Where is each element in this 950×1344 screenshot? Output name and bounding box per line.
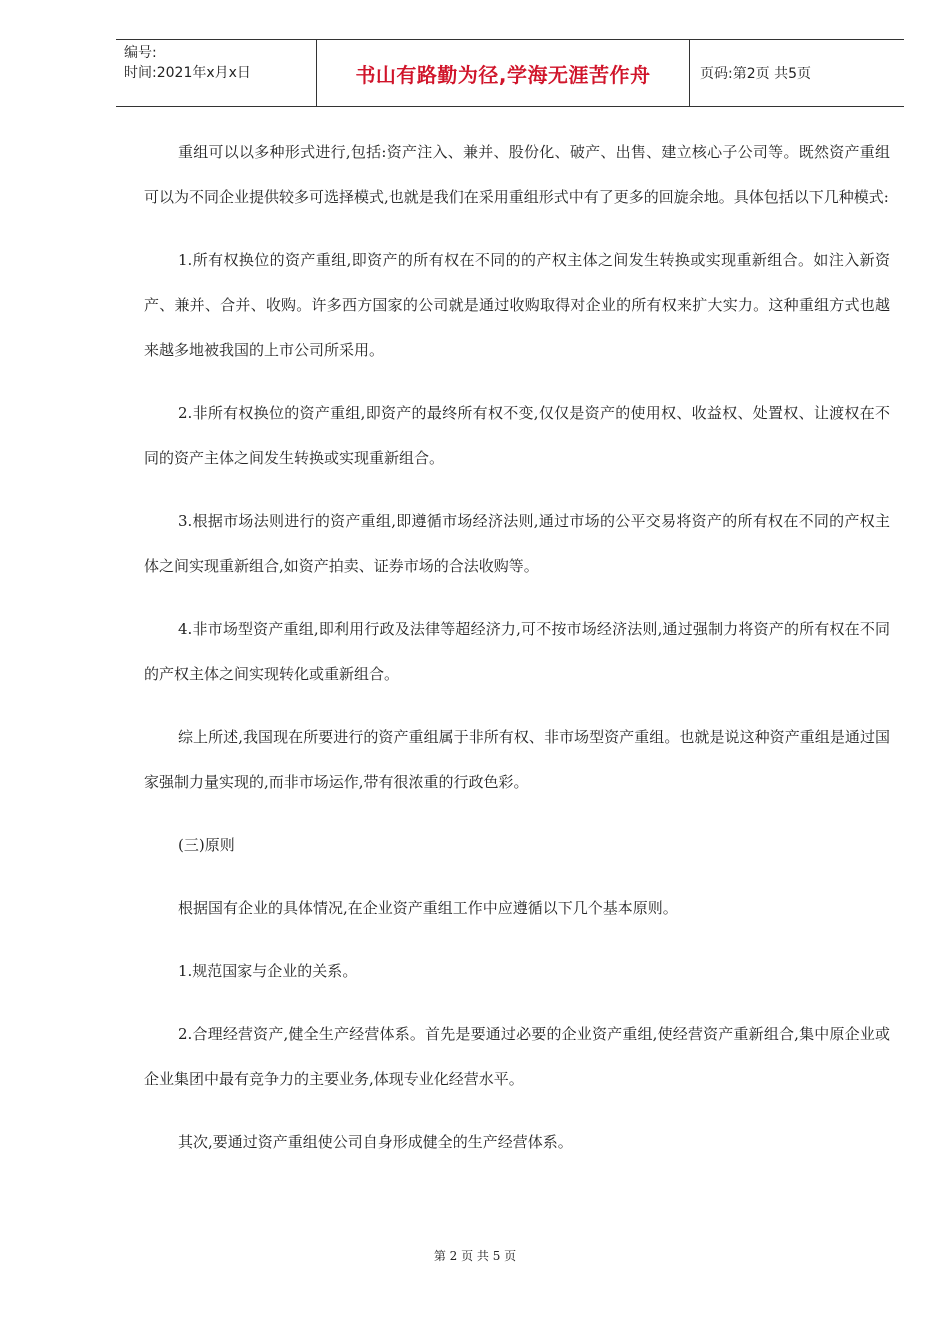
paragraph: 3.根据市场法则进行的资产重组,即遵循市场经济法则,通过市场的公平交易将资产的所有权在不同的产权主体之间实现重新组合,如资产拍卖、证券市场的合法收购等。 — [144, 512, 890, 575]
paragraph: 重组可以以多种形式进行,包括:资产注入、兼并、股份化、破产、出售、建立核心子公司等。既然资产重组可以为不同企业提供较多可选择模式,也就是我们在采用重组形式中有了更多的回旋余地。具体包括以下几种模式: — [144, 143, 890, 206]
paragraph: 1.所有权换位的资产重组,即资产的所有权在不同的的产权主体之间发生转换或实现重新组合。如注入新资产、兼并、合并、收购。许多西方国家的公司就是通过收购取得对企业的所有权来扩大实力。这种重组方式也越来越多地被我国的上市公司所采用。 — [144, 251, 890, 359]
page-footer: 第 2 页 共 5 页 — [433, 1249, 517, 1263]
page-header — [116, 39, 904, 107]
section-heading: (三)原则 — [178, 836, 235, 854]
document-body — [144, 130, 890, 1183]
paragraph: 4.非市场型资产重组,即利用行政及法律等超经济力,可不按市场经济法则,通过强制力将资产的所有权在不同的产权主体之间实现转化或重新组合。 — [144, 620, 890, 683]
paragraph: 2.合理经营资产,健全生产经营体系。首先是要通过必要的企业资产重组,使经营资产重新组合,集中原企业或企业集团中最有竞争力的主要业务,体现专业化经营水平。 — [144, 1025, 890, 1088]
header-meta — [116, 40, 316, 106]
date-label: 时间:2021年x月x日 — [124, 65, 251, 81]
paragraph: 根据国有企业的具体情况,在企业资产重组工作中应遵循以下几个基本原则。 — [178, 899, 678, 917]
serial-number-label: 编号: — [124, 45, 157, 61]
paragraph: 1.规范国家与企业的关系。 — [178, 962, 358, 980]
paragraph: 综上所述,我国现在所要进行的资产重组属于非所有权、非市场型资产重组。也就是说这种资产重组是通过国家强制力量实现的,而非市场运作,带有很浓重的行政色彩。 — [144, 728, 890, 791]
paragraph: 其次,要通过资产重组使公司自身形成健全的生产经营体系。 — [178, 1133, 573, 1151]
paragraph: 2.非所有权换位的资产重组,即资产的最终所有权不变,仅仅是资产的使用权、收益权、处置权、让渡权在不同的资产主体之间发生转换或实现重新组合。 — [144, 404, 890, 467]
header-page-number: 页码:第2页 共5页 — [700, 66, 811, 82]
header-motto: 书山有路勤为径,学海无涯苦作舟 — [316, 40, 690, 106]
